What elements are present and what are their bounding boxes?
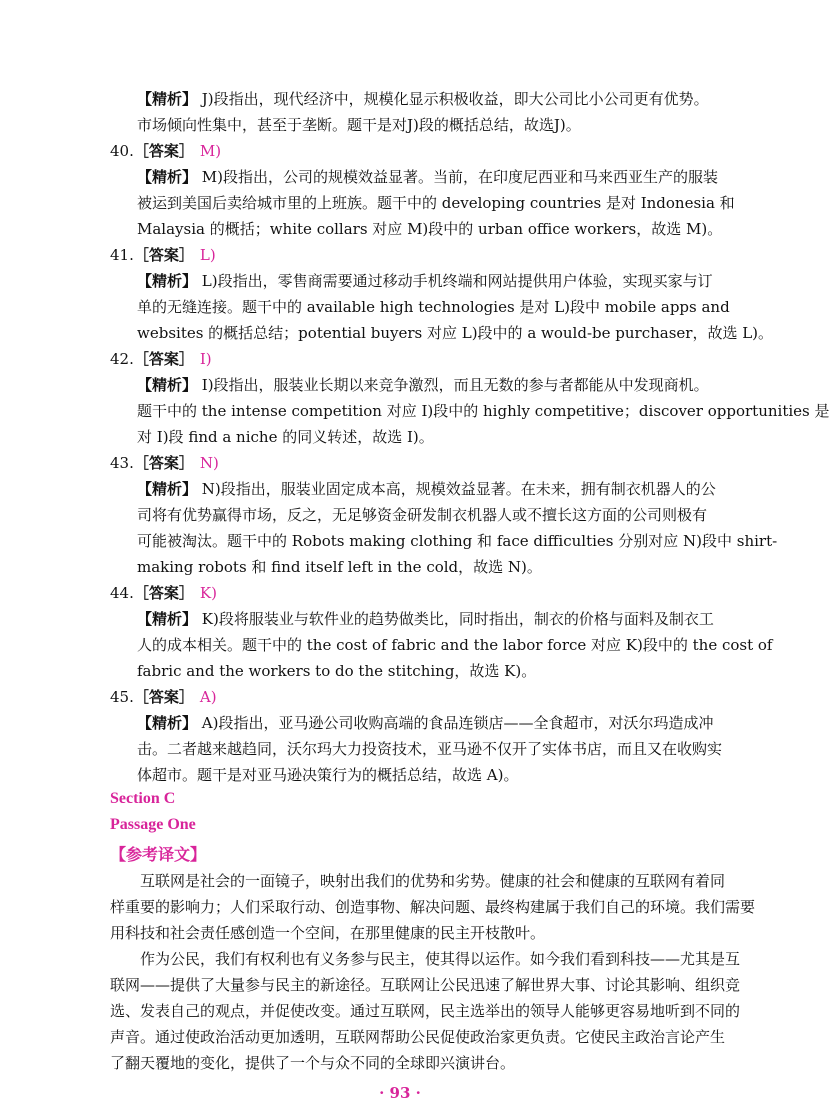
analysis-line: 市场倾向性集中，甚至于垄断。题干是对J)段的概括总结，故选J)。 [137, 116, 581, 134]
answer-value: L) [199, 246, 216, 264]
analysis-label: 【精析】 [137, 272, 198, 290]
analysis-label: 【精析】 [137, 714, 198, 732]
analysis-text: J)段指出，现代经济中，规模化显示积极收益，即大公司比小公司更有优势。 [197, 90, 709, 108]
answer-line [110, 684, 720, 710]
page-number: · 93 · [379, 1084, 421, 1102]
analysis-line: making robots 和 find itself left in the cold，故选 N)。 [137, 558, 542, 576]
analysis-text: A)段指出，亚马逊公司收购高端的食品连锁店——全食超市，对沃尔玛造成冲 [197, 714, 714, 732]
answer-value: I) [199, 350, 212, 368]
analysis-line [137, 372, 720, 398]
item-number: 45. [110, 688, 134, 706]
analysis-text: M)段指出，公司的规模效益显著。当前，在印度尼西亚和马来西亚生产的服装 [197, 168, 718, 186]
answer-line [110, 580, 720, 606]
item-number: 41. [110, 246, 134, 264]
answer-line [110, 450, 720, 476]
translation-line: 联网——提供了大量参与民主的新途径。互联网让公民迅速了解世界大事、讨论其影响、组织竞 [110, 976, 741, 994]
answer-label: ［答案］ [133, 350, 194, 368]
translation-line: 选、发表自己的观点，并促使改变。通过互联网，民主选举出的领导人能够更容易地听到不同的 [110, 1002, 741, 1020]
answer-label: ［答案］ [133, 454, 194, 472]
analysis-line: Malaysia 的概括；white collars 对应 M)段中的 urban office workers，故选 M)。 [137, 220, 723, 238]
analysis-line [137, 606, 720, 632]
analysis-line: 单的无缝连接。题干中的 available high technologies 是对 L)段中 mobile apps and [137, 298, 730, 316]
translation-line: 了翻天覆地的变化，提供了一个与众不同的全球即兴演讲台。 [110, 1054, 516, 1072]
item-number: 44. [110, 584, 134, 602]
analysis-text: N)段指出，服装业固定成本高，规模效益显著。在未来，拥有制衣机器人的公 [197, 480, 716, 498]
answer-label: ［答案］ [133, 688, 194, 706]
analysis-line: 击。二者越来越趋同，沃尔玛大力投资技术，亚马逊不仅开了实体书店，而且又在收购实 [137, 740, 723, 758]
answer-line [110, 346, 720, 372]
analysis-line: 人的成本相关。题干中的 the cost of fabric and the labor force 对应 K)段中的 the cost of [137, 636, 773, 654]
translation-line: 样重要的影响力；人们采取行动、创造事物、解决问题、最终构建属于我们自己的环境。我们需要 [110, 898, 756, 916]
translation-line: 声音。通过使政治活动更加透明，互联网帮助公民促使政治家更负责。它使民主政治言论产生 [110, 1028, 726, 1046]
analysis-line: 对 I)段 find a niche 的同义转述，故选 I)。 [137, 428, 434, 446]
analysis-label: 【精析】 [137, 376, 198, 394]
answer-label: ［答案］ [133, 584, 194, 602]
translation-line: 用科技和社会责任感创造一个空间，在那里健康的民主开枝散叶。 [110, 924, 546, 942]
analysis-label: 【精析】 [137, 610, 198, 628]
analysis-line [137, 476, 720, 502]
analysis-text: K)段将服装业与软件业的趋势做类比，同时指出，制衣的价格与面料及制衣工 [197, 610, 714, 628]
analysis-line [137, 164, 720, 190]
translation-line: 互联网是社会的一面镜子，映射出我们的优势和劣势。健康的社会和健康的互联网有着同 [110, 872, 726, 890]
analysis-line: 题干中的 the intense competition 对应 I)段中的 highly competitive；discover opportunities 是 [137, 402, 830, 420]
analysis-line: 司将有优势赢得市场，反之，无足够资金研发制衣机器人或不擅长这方面的公司则极有 [137, 506, 708, 524]
analysis-text: I)段指出，服装业长期以来竞争激烈，而且无数的参与者都能从中发现商机。 [197, 376, 709, 394]
answer-line [110, 138, 720, 164]
answer-value: M) [199, 142, 222, 160]
analysis-line [137, 710, 720, 736]
answer-value: N) [199, 454, 219, 472]
answer-line [110, 242, 720, 268]
item-number: 42. [110, 350, 134, 368]
answer-label: ［答案］ [133, 142, 194, 160]
analysis-label: 【精析】 [137, 90, 198, 108]
answer-value: A) [199, 688, 217, 706]
analysis-label: 【精析】 [137, 168, 198, 186]
passage-heading: Passage One [110, 816, 196, 833]
analysis-line [137, 268, 720, 294]
analysis-line: 可能被淘汰。题干中的 Robots making clothing 和 face difficulties 分别对应 N)段中 shirt- [137, 532, 778, 550]
translation-line: 作为公民，我们有权利也有义务参与民主，使其得以运作。如今我们看到科技——尤其是互 [110, 950, 741, 968]
analysis-label: 【精析】 [137, 480, 198, 498]
analysis-line: 被运到美国后卖给城市里的上班族。题干中的 developing countries 是对 Indonesia 和 [137, 194, 735, 212]
reference-translation-heading: 【参考译文】 [110, 845, 207, 864]
analysis-line: 体超市。题干是对亚马逊决策行为的概括总结，故选 A)。 [137, 766, 519, 784]
answer-value: K) [199, 584, 217, 602]
analysis-line [137, 86, 720, 112]
item-number: 43. [110, 454, 134, 472]
answer-label: ［答案］ [133, 246, 194, 264]
analysis-text: L)段指出，零售商需要通过移动手机终端和网站提供用户体验，实现买家与订 [197, 272, 713, 290]
item-number: 40. [110, 142, 134, 160]
analysis-line: fabric and the workers to do the stitching，故选 K)。 [137, 662, 537, 680]
analysis-line: websites 的概括总结；potential buyers 对应 L)段中的 a would-be purchaser，故选 L)。 [137, 324, 774, 342]
section-heading: Section C [110, 790, 176, 807]
